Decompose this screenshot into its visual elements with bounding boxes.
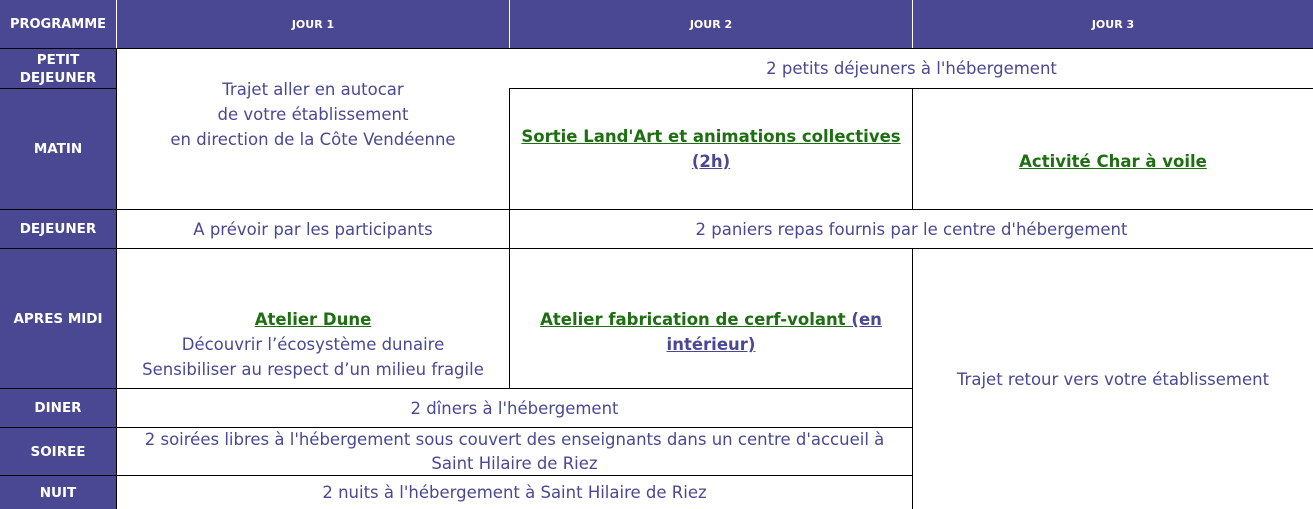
cell-paniers-repas: 2 paniers repas fournis par le centre d'hébergement xyxy=(510,210,1313,248)
grid-h-4 xyxy=(0,248,1313,249)
landart-title: Sortie Land'Art et animations collectives xyxy=(521,127,901,146)
cell-petits-dejeuners: 2 petits déjeuners à l'hébergement xyxy=(510,49,1313,88)
trajet-aller-line-1: Trajet aller en autocar xyxy=(222,80,404,99)
header-sep-1 xyxy=(116,0,117,48)
row-diner: DINER xyxy=(0,389,116,427)
cerf-volant-line-1 xyxy=(540,307,882,332)
cell-trajet-retour: Trajet retour vers votre établissement xyxy=(913,249,1313,509)
grid-v-3 xyxy=(509,210,510,388)
soirees-line-2: Saint Hilaire de Riez xyxy=(431,453,598,473)
header-programme: PROGRAMME xyxy=(0,0,116,48)
row-nuit: NUIT xyxy=(0,476,116,509)
atelier-dune-line-3: Sensibiliser au respect d’un milieu fragile xyxy=(142,360,484,379)
row-dejeuner: DEJEUNER xyxy=(0,210,116,248)
trajet-aller-line-3: en direction de la Côte Vendéenne xyxy=(170,130,456,149)
grid-h-2a xyxy=(0,88,116,89)
header-sep-3 xyxy=(912,0,913,48)
grid-v-2 xyxy=(509,88,510,209)
trajet-aller-line-2: de votre établissement xyxy=(217,105,409,124)
row-petit-dejeuner-line-2: DEJEUNER xyxy=(19,69,97,86)
grid-v-5 xyxy=(912,248,913,509)
grid-h-6 xyxy=(0,427,913,428)
header-jour-3: JOUR 3 xyxy=(913,0,1313,48)
grid-h-1 xyxy=(0,48,1313,49)
grid-h-5 xyxy=(0,388,913,389)
cell-sortie-landart xyxy=(510,89,912,209)
char-a-voile-title: Activité Char à voile xyxy=(1019,152,1207,171)
cell-nuits: 2 nuits à l'hébergement à Saint Hilaire de Riez xyxy=(117,476,912,509)
header-jour-1: JOUR 1 xyxy=(117,0,509,48)
header-sep-2 xyxy=(509,0,510,48)
cerf-volant-title: Atelier fabrication de cerf-volant xyxy=(540,310,852,329)
cell-trajet-aller xyxy=(117,49,509,209)
row-petit-dejeuner-line-1: PETIT xyxy=(36,51,80,68)
landart-duration: (2h) xyxy=(691,152,731,171)
cell-diners: 2 dîners à l'hébergement xyxy=(117,389,912,427)
cell-dejeuner-j1: A prévoir par les participants xyxy=(117,210,509,248)
atelier-dune-line-2: Découvrir l’écosystème dunaire xyxy=(181,335,445,354)
cell-cerf-volant xyxy=(510,249,912,388)
atelier-dune-title: Atelier Dune xyxy=(254,310,372,329)
row-apres-midi: APRES MIDI xyxy=(0,249,116,388)
cell-atelier-dune xyxy=(117,249,509,388)
grid-h-3 xyxy=(0,209,1313,210)
grid-h-2b xyxy=(509,88,1313,89)
soirees-line-1: 2 soirées libres à l'hébergement sous couvert des enseignants dans un centre d'accueil à xyxy=(144,429,885,449)
row-petit-dejeuner xyxy=(0,49,116,88)
grid-v-1 xyxy=(116,48,117,509)
header-jour-2: JOUR 2 xyxy=(510,0,912,48)
row-matin: MATIN xyxy=(0,89,116,209)
cerf-volant-paren-1: (en xyxy=(851,310,882,329)
cell-soirees xyxy=(117,428,912,475)
grid-h-7 xyxy=(0,475,913,476)
cerf-volant-paren-2: intérieur) xyxy=(666,335,756,354)
row-soiree: SOIREE xyxy=(0,428,116,475)
grid-v-4 xyxy=(912,88,913,209)
